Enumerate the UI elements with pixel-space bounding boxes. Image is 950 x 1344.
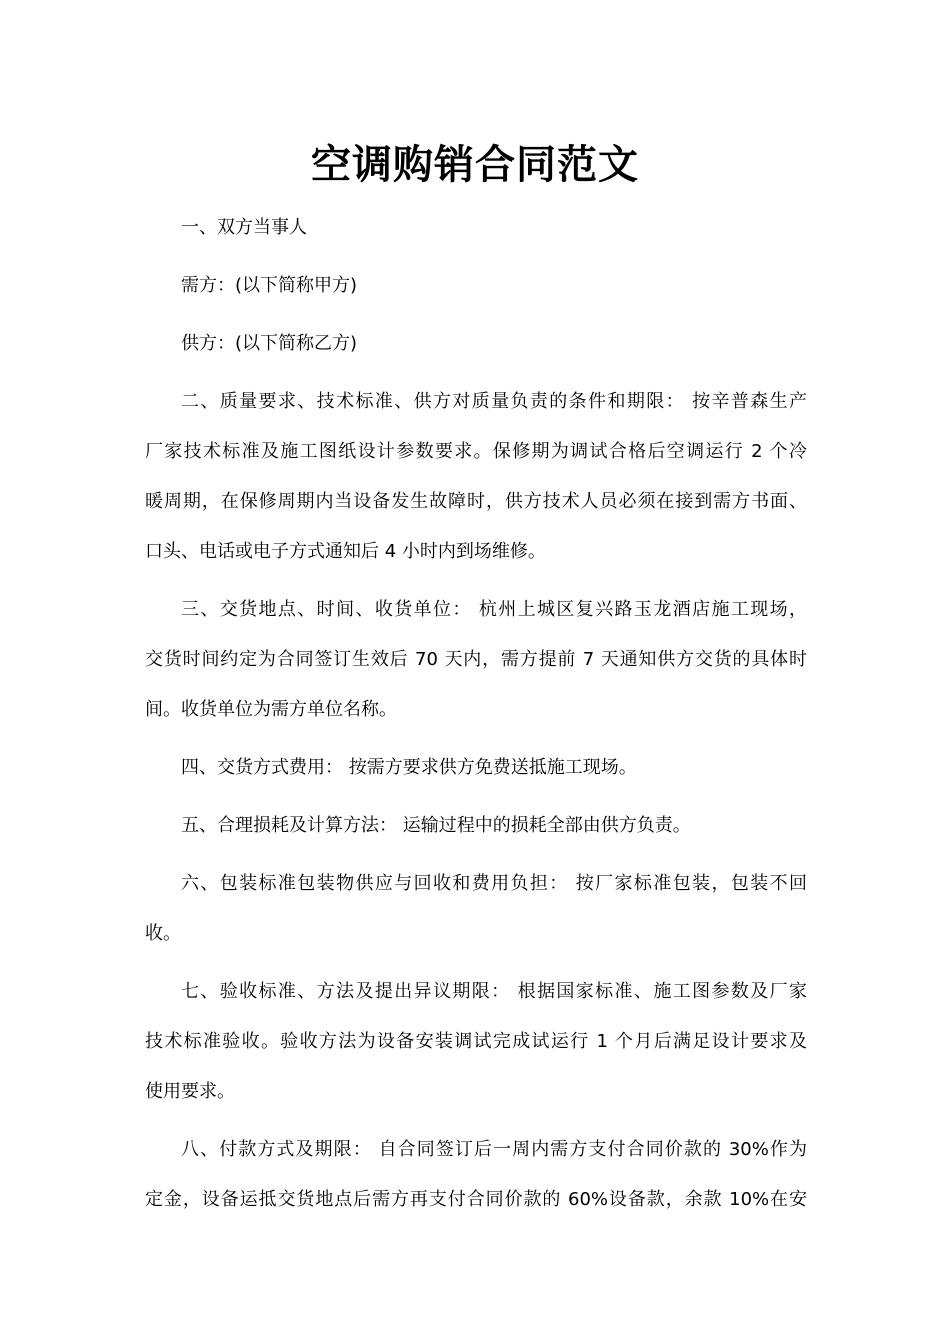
document-title: 空调购销合同范文 bbox=[311, 142, 639, 188]
paragraph-line: 二、质量要求、技术标准、供方对质量负责的条件和期限： 按辛普森生产 bbox=[181, 391, 807, 412]
paragraph-line: 五、合理损耗及计算方法： 运输过程中的损耗全部由供方负责。 bbox=[181, 815, 691, 836]
paragraph-line: 技术标准验收。验收方法为设备安装调试完成试运行 1 个月后满足设计要求及 bbox=[145, 1031, 807, 1052]
paragraph-line: 八、付款方式及期限： 自合同签订后一周内需方支付合同价款的 30%作为 bbox=[181, 1139, 807, 1160]
paragraph-line: 四、交货方式费用： 按需方要求供方免费送抵施工现场。 bbox=[181, 757, 637, 778]
paragraph-line: 一、双方当事人 bbox=[181, 217, 307, 238]
paragraph bbox=[145, 967, 807, 1117]
paragraph-line: 暖周期，在保修周期内当设备发生故障时，供方技术人员必须在接到需方书面、 bbox=[145, 491, 807, 512]
paragraph bbox=[145, 801, 807, 851]
paragraph bbox=[145, 377, 807, 577]
paragraph bbox=[145, 203, 807, 253]
paragraph-line: 间。收货单位为需方单位名称。 bbox=[145, 699, 397, 720]
paragraph-line: 使用要求。 bbox=[145, 1081, 235, 1102]
paragraph-line: 需方：(以下简称甲方) bbox=[181, 275, 358, 296]
paragraph bbox=[145, 261, 807, 311]
paragraph bbox=[145, 859, 807, 959]
paragraph-line: 交货时间约定为合同签订生效后 70 天内，需方提前 7 天通知供方交货的具体时 bbox=[145, 649, 807, 670]
paragraph-line: 口头、电话或电子方式通知后 4 小时内到场维修。 bbox=[145, 541, 546, 562]
document-body bbox=[145, 203, 807, 1233]
paragraph-line: 七、验收标准、方法及提出异议期限： 根据国家标准、施工图参数及厂家 bbox=[181, 981, 807, 1002]
paragraph-line: 定金，设备运抵交货地点后需方再支付合同价款的 60%设备款，余款 10%在安 bbox=[145, 1189, 807, 1210]
paragraph bbox=[145, 585, 807, 735]
paragraph-line: 收。 bbox=[145, 923, 181, 944]
paragraph-line: 三、交货地点、时间、收货单位： 杭州上城区复兴路玉龙酒店施工现场， bbox=[181, 599, 807, 620]
paragraph bbox=[145, 743, 807, 793]
paragraph bbox=[145, 319, 807, 369]
paragraph-line: 厂家技术标准及施工图纸设计参数要求。保修期为调试合格后空调运行 2 个冷 bbox=[145, 441, 807, 462]
paragraph-line: 供方：(以下简称乙方) bbox=[181, 333, 358, 354]
paragraph bbox=[145, 1125, 807, 1225]
paragraph-line: 六、包装标准包装物供应与回收和费用负担： 按厂家标准包装，包装不回 bbox=[181, 873, 807, 894]
